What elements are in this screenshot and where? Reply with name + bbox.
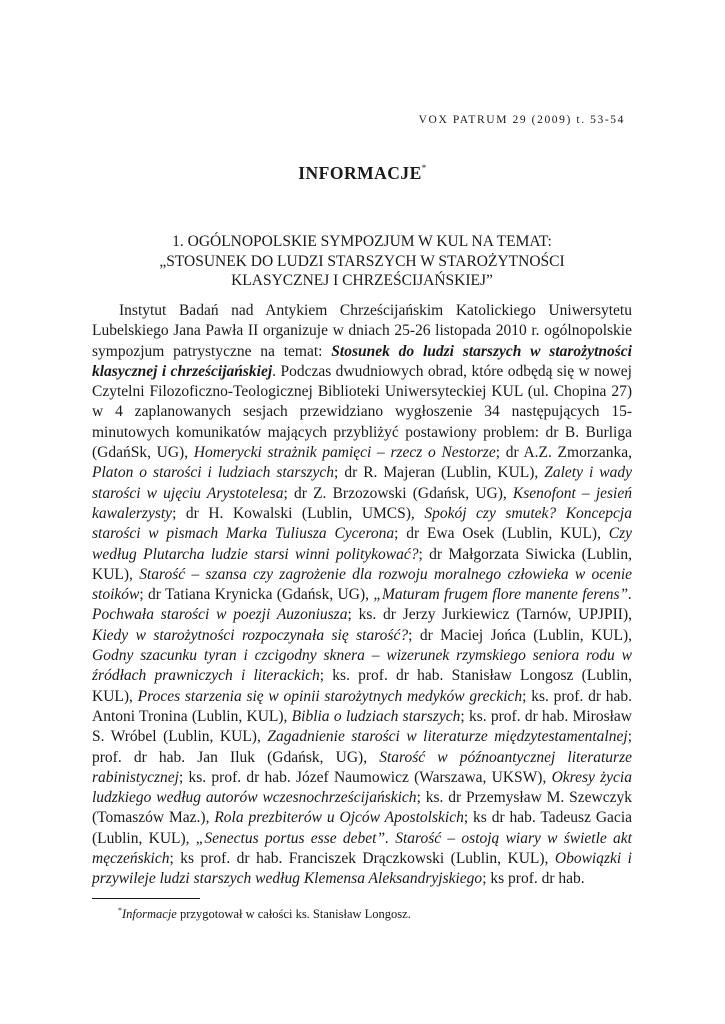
title-text: INFORMACJE: [298, 163, 422, 183]
paper-title: Biblia o ludziach starszych: [291, 707, 461, 725]
paper-title: Proces starzenia się w opinii starożytnych medyków greckich: [137, 687, 523, 705]
paper-title: „Senectus portus esse debet”. Starość – ostoją wiary w świetle akt męczeńskich: [92, 829, 632, 868]
page-title: [0, 163, 725, 184]
paper-title: Okresy życia ludzkiego według autorów wczesnochrześcijańskich: [92, 768, 632, 807]
paper-title: Ksenofont – jesień kawalerzysty: [92, 484, 632, 522]
body-paragraph: [92, 301, 632, 890]
section-heading-line: KLASYCZNEJ I CHRZEŚCIJAŃSKIEJ”: [231, 272, 493, 289]
paper-title: „Maturam frugem flore manente ferens”. Pochwała starości w poezji Auzoniusza: [92, 586, 633, 624]
section-heading-line: 1. OGÓLNOPOLSKIE SYMPOZJUM W KUL NA TEMAT:: [172, 233, 552, 250]
paper-title: Starość – szansa czy zagrożenie dla rozwoju moralnego człowieka w ocenie stoików: [92, 565, 632, 604]
paper-title: Spokój czy smutek? Koncepcja starości w pismach Marka Tuliusza Cycerona: [92, 504, 632, 543]
paper-title: Kiedy w starożytności rozpoczynała się starość?: [92, 626, 409, 644]
body-text-run: ; ks. prof. dr hab. Stanisław Longosz (Lublin, KUL),: [92, 667, 632, 705]
body-text-run: ; ks prof. dr hab.: [482, 870, 585, 888]
paper-title: Homerycki strażnik pamięci – rzecz o Nestorze: [193, 444, 496, 462]
footnote-divider: [92, 898, 200, 899]
body-text-run: ; ks. prof. dr hab. Józef Naumowicz (Warszawa, UKSW),: [178, 768, 552, 786]
running-head: VOX PATRUM 29 (2009) t. 53-54: [418, 114, 625, 126]
section-heading: [92, 232, 632, 291]
body-text-run: Instytut Badań nad Antykiem Chrześcijańskim Katolickiego Uniwersytetu Lubelskiego Jana Pawła II organizuje w dniach 25-26 listopada 2010 r. ogólnopolskie sympozjum patrystyczne na temat:: [92, 302, 632, 360]
paper-title: Godny szacunku tyran i czcigodny sknera – wizerunek rzymskiego seniora rodu w źródłach prawniczych i literackich: [92, 647, 632, 685]
paper-title: Rola prezbiterów u Ojców Apostolskich: [214, 809, 464, 827]
paper-title: Platon o starości i ludziach starszych: [92, 464, 335, 482]
body-text-run: ; dr Maciej Jońca (Lublin, KUL),: [408, 626, 632, 644]
body-text-run: ; dr R. Majeran (Lublin, KUL),: [334, 464, 545, 482]
body-text-run: ; dr Tatiana Krynicka (Gdańsk, UG),: [139, 586, 374, 604]
body-text-run: . Podczas dwudniowych obrad, które odbędą się w nowej Czytelni Filozoficzno-Teologicznej Biblioteki Uniwersyteckiej KUL (ul. Chopina 27) w 4 zaplanowanych sesjach przewidziano wygłoszenie 34 następujących 15-minutowych komunikatów mających przybliżyć postawiony problem: dr B. Burliga (GdańSk, UG),: [92, 362, 632, 462]
title-footnote-marker: *: [421, 163, 427, 173]
footnote-text: przygotował w całości ks. Stanisław Longosz.: [176, 907, 411, 921]
body-text-run: ; prof. dr hab. Jan Iluk (Gdańsk, UG),: [92, 728, 632, 766]
body-text-run: ; dr H. Kowalski (Lublin, UMCS),: [172, 504, 425, 522]
paper-title: Starość w późnoantycznej literaturze rabinistycznej: [92, 748, 632, 786]
body-text-run: ; dr Małgorzata Siwicka (Lublin, KUL),: [92, 545, 632, 583]
body-text-run: ; ks. prof. dr hab. Mirosław S. Wróbel (Lublin, KUL),: [92, 707, 632, 746]
footnote-marker: *: [118, 906, 122, 915]
paper-title: Obowiązki i przywileje ludzi starszych według Klemensa Aleksandryjskiego: [92, 850, 632, 888]
paper-title: Zalety i wady starości w ujęciu Arystotelesa: [92, 464, 632, 502]
footnote-italic: Informacje: [122, 907, 177, 921]
footnote: [118, 906, 638, 922]
body-text-run: ; dr A.Z. Zmorzanka,: [495, 444, 632, 462]
body-text-run: ; ks prof. dr hab. Franciszek Drączkowski (Lublin, KUL),: [169, 850, 555, 868]
section-heading-line: „STOSUNEK DO LUDZI STARSZYCH W STAROŻYTNOŚCI: [159, 252, 565, 270]
body-text-run: ; ks. dr Jerzy Jurkiewicz (Tarnów, UPJPII),: [347, 606, 632, 624]
symposium-topic: Stosunek do ludzi starszych w starożytności klasycznej i chrześcijańskiej: [92, 342, 632, 380]
body-text-run: ; ks dr hab. Tadeusz Gacia (Lublin, KUL),: [92, 809, 633, 847]
body-text-run: ; dr Z. Brzozowski (Gdańsk, UG),: [283, 484, 513, 502]
body-text-run: ; ks. prof. dr hab. Antoni Tronina (Lublin, KUL),: [92, 687, 632, 725]
body-text-run: ; ks. dr Przemysław M. Szewczyk (Tomaszów Maz.),: [92, 789, 633, 827]
body-text-run: ; dr Ewa Osek (Lublin, KUL),: [394, 525, 609, 543]
paper-title: Zagadnienie starości w literaturze międzytestamentalnej: [267, 728, 628, 746]
paper-title: Czy według Plutarcha ludzie starsi winni politykować?: [92, 525, 633, 563]
